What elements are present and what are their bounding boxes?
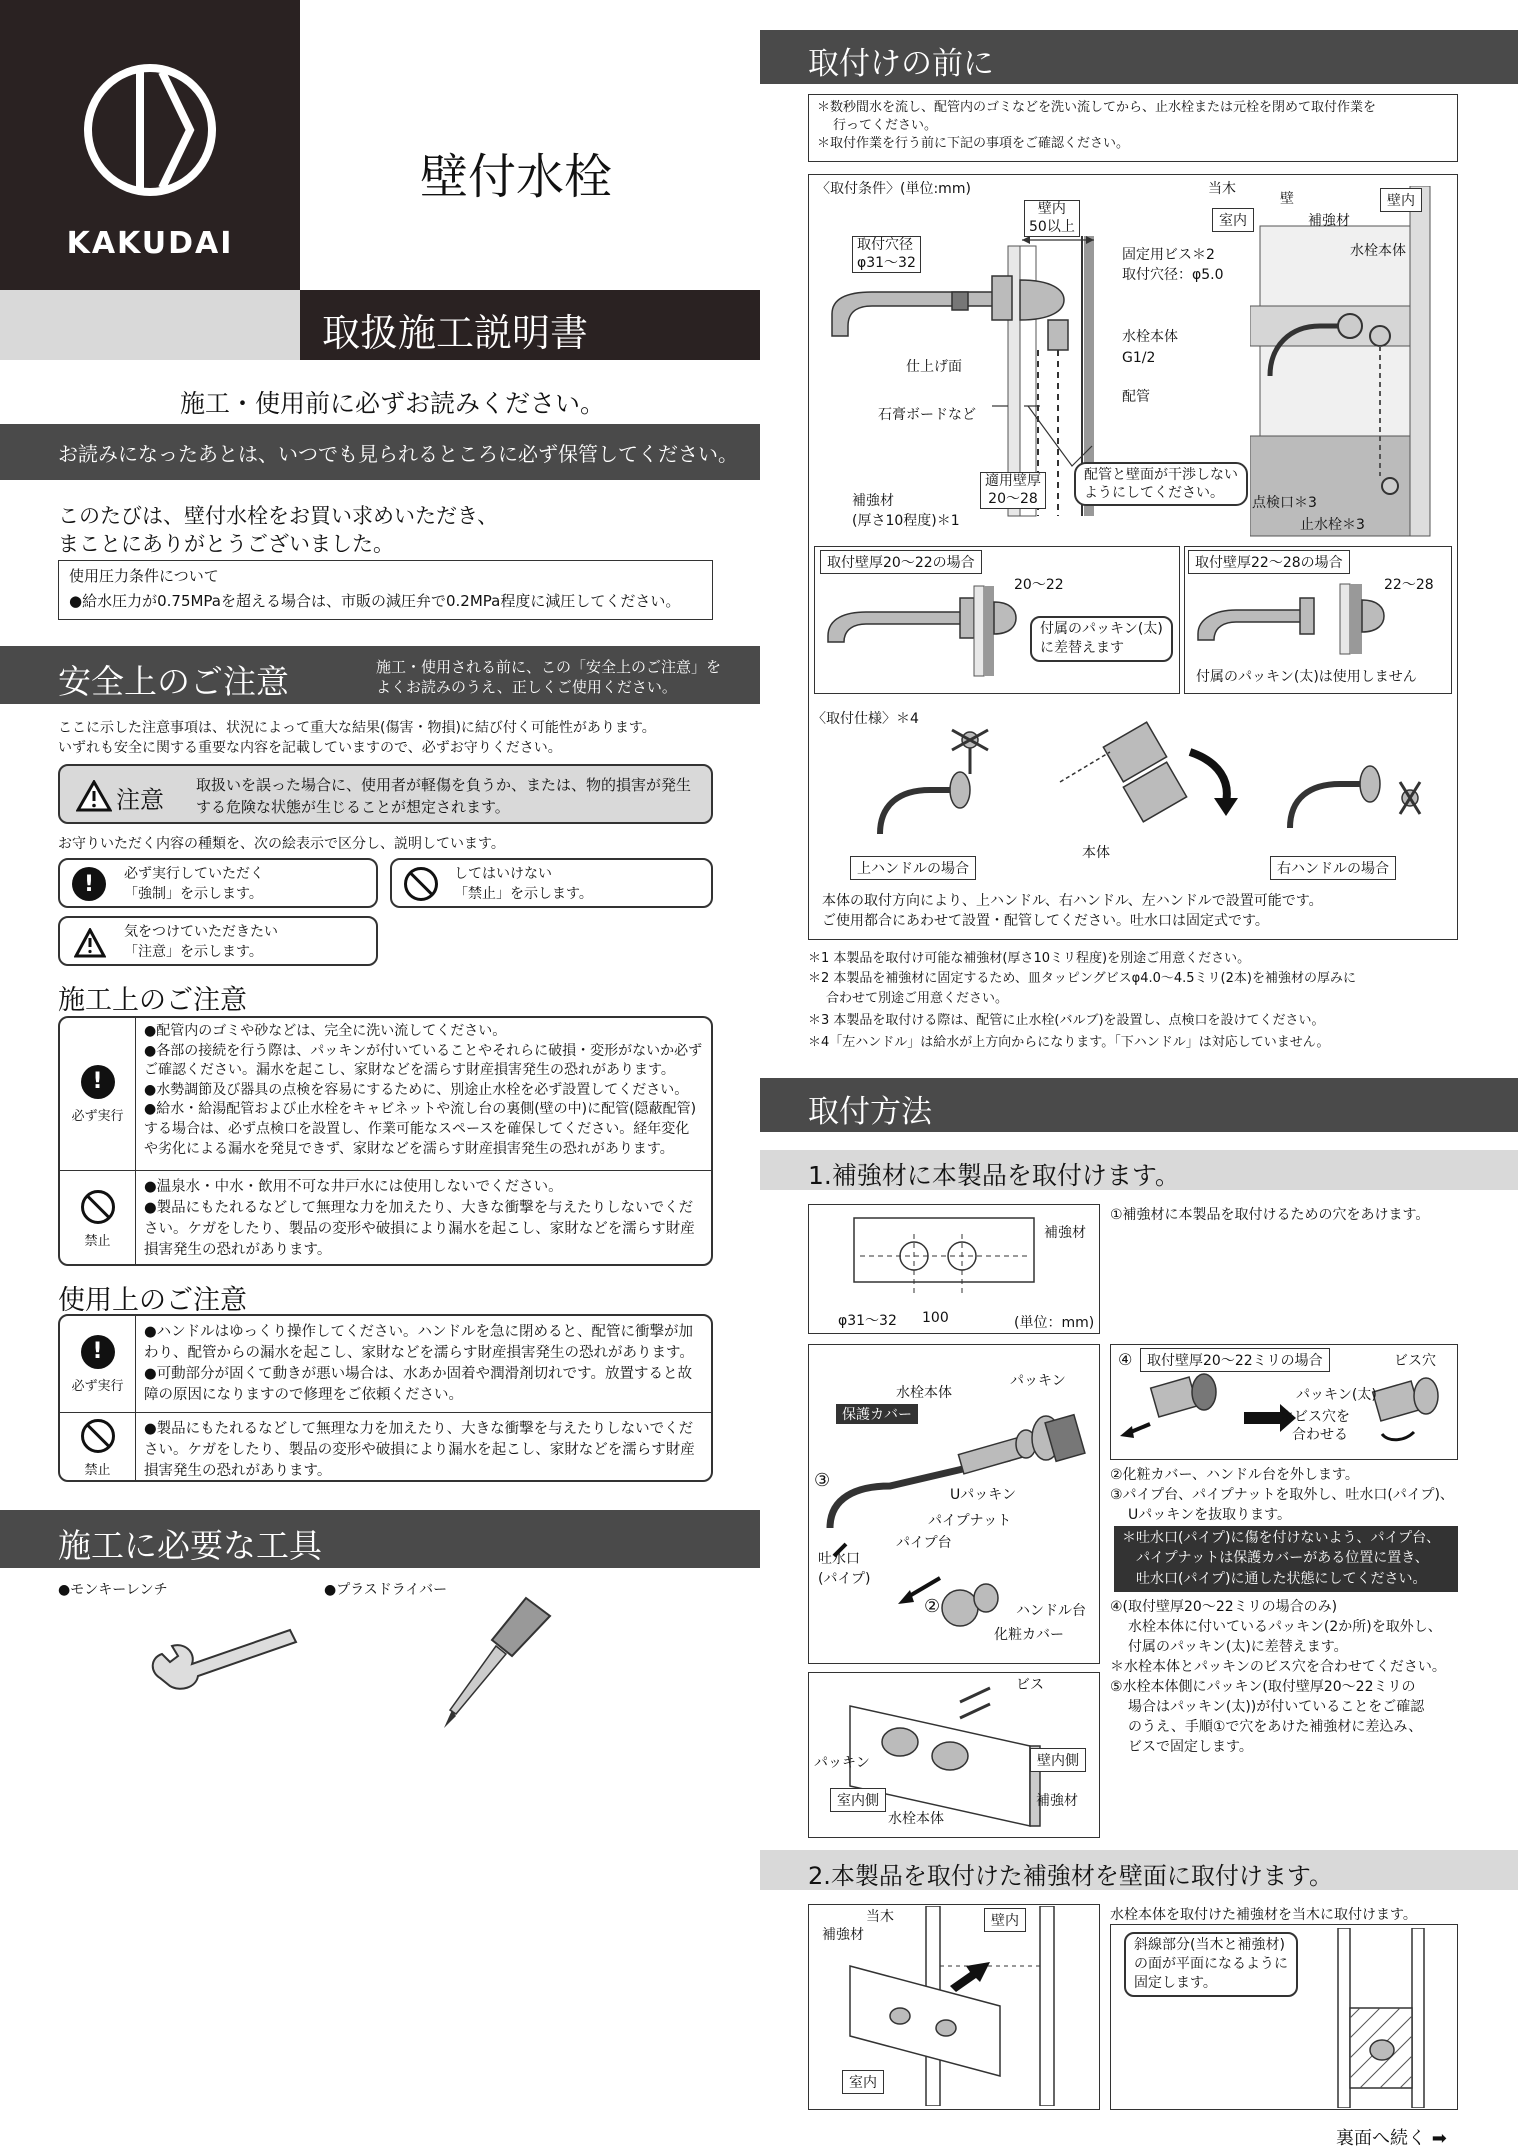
s2-note-3: ③パイプ台、パイプナットを取外し、吐水口(パイプ)、: [1110, 1487, 1454, 1503]
s2-note-4b: 水栓本体に付いているパッキン(2か所)を取外し、: [1128, 1619, 1442, 1635]
list-item: ●給水・給湯配管および止水栓をキャビネットや流し台の裏側(壁の中)に配管(隠蔽配管)する場合は、必ず点検口を設置し、作業可能なスペースを確保してください。経年変化や劣化による漏水を発見できず、家財などを濡らす財産損害発生の恐れがあります。: [144, 1101, 697, 1157]
spec-note-1: 本体の取付方向により、上ハンドル、右ハンドル、左ハンドルで設置可能です。: [822, 893, 1323, 909]
page-title: 壁付水栓: [420, 149, 613, 205]
wall-in-value: 50以上: [1029, 218, 1075, 235]
g12-label: G1/2: [1122, 350, 1156, 366]
keep-notice-text: お読みになったあとは、いつでも見られるところに必ず保管してください。: [58, 442, 738, 466]
list-item: ●温泉水・中水・飲用不可な井戸水には使用しないでください。: [144, 1179, 563, 1195]
spec-note-2: ご使用都合にあわせて設置・配管してください。吐水口は固定式です。: [822, 913, 1269, 929]
shisuisen-label: 止水栓＊3: [1300, 517, 1365, 533]
list-item: ●可動部分が固くて動きが悪い場合は、水あか固着や潤滑剤切れです。放置すると故障の原因になりますので修理をご依頼ください。: [144, 1366, 692, 1404]
s2-box-hole-label: ビス穴: [1394, 1353, 1436, 1369]
must-label: 必ず実行: [71, 1378, 124, 1394]
s2-box-align-1: ＊ビス穴を: [1280, 1409, 1350, 1425]
legend-care-1: 気をつけていただきたい: [124, 924, 278, 940]
body-label: 水栓本体: [1122, 329, 1178, 345]
s2-num3: ③: [814, 1470, 831, 1491]
board-label: 石膏ボードなど: [878, 407, 976, 423]
spec-body-diagram: [1040, 712, 1240, 842]
tool-wrench-label: ●モンキーレンチ: [58, 1582, 168, 1598]
usage-must-text: [136, 1316, 711, 1412]
prohibition-icon: [81, 1419, 115, 1453]
s2-keshou-label: 化粧カバー: [994, 1627, 1064, 1643]
s2-cover-label: 保護カバー: [836, 1404, 918, 1424]
list-item: ●各部の接続を行う際は、パッキンが付いていることやそれらに破損・変形がないか必ずご確認ください。漏水を起こし、家財などを濡らす財産損害発生の恐れがあります。: [144, 1042, 703, 1079]
s2-note-5: ⑤水栓本体側にパッキン(取付壁厚20～22ミリの: [1110, 1679, 1416, 1695]
st2-room-tag: 室内: [842, 2070, 884, 2094]
flush-mount-diagram: [1332, 1928, 1452, 2108]
s3-room-tag: 室内側: [830, 1788, 886, 1812]
tenkenguchi-label: 点検口＊3: [1252, 495, 1317, 511]
st2-ateki-label: 当木: [866, 1909, 894, 1925]
s3-screw-label: ビス: [1016, 1677, 1044, 1693]
st2-box-note: [1124, 1932, 1298, 1997]
before-notes-box: [808, 94, 1458, 162]
thick-box: [980, 472, 1046, 509]
s2-box-title: 取付壁厚20～22ミリの場合: [1140, 1348, 1330, 1372]
safety-title: 安全上のご注意: [58, 662, 289, 701]
footnote-1: ＊1 本製品を取付け可能な補強材(厚さ10ミリ程度)を別途ご用意ください。: [808, 951, 1251, 966]
legend-no: [390, 858, 713, 908]
case1-note: [1030, 616, 1173, 662]
s2-spout-label-1: 吐水口: [818, 1551, 860, 1567]
must-label: 必ず実行: [71, 1108, 124, 1124]
footnote-3: ＊3 本製品を取付ける際は、配管に止水栓(バルブ)を設置し、点検口を設けてください。: [808, 1013, 1325, 1028]
list-item: ●製品にもたれるなどして無理な力を加えたり、大きな衝撃を与えたりしないでください。ケガをしたり、製品の変形や破損により漏水を起こし、家財などを濡らす財産損害発生の恐れがあります。: [144, 1421, 695, 1480]
case2-note: 付属のパッキン(太)は使用しません: [1196, 669, 1417, 685]
s2-upacking-label: Uパッキン: [950, 1487, 1017, 1503]
case1-note-1: 付属のパッキン(太): [1040, 621, 1163, 637]
pressure-text: ●給水圧力が0.75MPaを超える場合は、市販の減圧弁で0.2MPa程度に減圧してください。: [69, 592, 681, 610]
construction-must-row: [60, 1018, 711, 1170]
caution-text-2: する危険な状態が生じることが想定されます。: [196, 798, 510, 816]
spec-top-tag: 上ハンドルの場合: [850, 856, 976, 880]
cond-label: 〈取付条件〉(単位:mm): [816, 181, 971, 197]
st2-wall-tag: 壁内: [984, 1908, 1026, 1932]
s3-packing-label: パッキン: [814, 1755, 870, 1771]
s2-pipedai-label: パイプ台: [896, 1535, 952, 1551]
usage-no-row: [60, 1412, 711, 1482]
reinforce-thickness: (厚さ10程度)＊1: [852, 513, 960, 529]
prohibition-icon: [81, 1190, 115, 1224]
before-band: [760, 30, 1518, 84]
no-cell: [60, 1413, 136, 1482]
hole-label-box: [852, 236, 921, 273]
usage-caution-table: [58, 1314, 713, 1482]
st2-box-1: 斜線部分(当木と補強材): [1134, 1937, 1285, 1953]
spec-top-handle-diagram: [860, 724, 1000, 854]
exclamation-icon: !: [81, 1065, 115, 1099]
legend-care: [58, 916, 378, 966]
manual-title-band: [300, 290, 760, 360]
s2-warn-2: パイプナットは保護カバーがある位置に置き、: [1136, 1550, 1429, 1567]
st2-reinforce-label: 補強材: [822, 1927, 864, 1943]
tools-title: 施工に必要な工具: [58, 1526, 322, 1565]
next-page-label: 裏面へ続く: [1336, 2128, 1426, 2149]
s3-reinforce-label: 補強材: [1036, 1793, 1078, 1809]
exclamation-icon: !: [81, 1335, 115, 1369]
caution-box: [58, 764, 713, 824]
s2-note-2: ②化粧カバー、ハンドル台を外します。: [1110, 1467, 1359, 1483]
hole-label: 取付穴径: [857, 237, 913, 253]
warning-triangle-icon: [74, 928, 106, 958]
s2-warn-3: 吐水口(パイプ)に通した状態にしてください。: [1136, 1570, 1427, 1587]
arrow-right-icon: ➡: [1431, 2128, 1447, 2149]
safety-note-2: よくお読みのうえ、正しくご使用ください。: [376, 678, 677, 696]
caution-label: 注意: [116, 786, 164, 814]
s2-num2: ②: [924, 1596, 941, 1617]
no-label: 禁止: [84, 1463, 111, 1478]
pressure-box: [58, 560, 713, 620]
manual-title: 取扱施工説明書: [322, 311, 589, 355]
construction-must-text: [136, 1018, 711, 1170]
read-before-text: 施工・使用前に必ずお読みください。: [180, 389, 606, 418]
shitsunai-tag: 室内: [1212, 208, 1254, 232]
s2-spout-label-2: (パイプ): [818, 1571, 871, 1587]
s1-pitch-label: 100: [922, 1310, 949, 1326]
exclamation-icon: !: [72, 867, 106, 901]
legend-no-2: 「禁止」を示します。: [454, 886, 593, 902]
step1-title: 1.補強材に本製品を取付けます。: [808, 1161, 1180, 1190]
s2-note-3b: Uパッキンを抜取ります。: [1128, 1507, 1291, 1523]
construction-caution-table: [58, 1016, 713, 1266]
s2-pipenut-label: パイプナット: [928, 1513, 1012, 1529]
step1-band: [760, 1150, 1518, 1190]
ateki-label: 当木: [1208, 181, 1236, 197]
s2-warn-1: ＊吐水口(パイプ)に傷を付けないよう、パイプ台、: [1122, 1530, 1441, 1546]
no-cell: [60, 1171, 136, 1266]
s2-note-5b: 場合はパッキン(太))が付いていることをご確認: [1128, 1699, 1425, 1715]
list-item: ●配管内のゴミや砂などは、完全に洗い流してください。: [144, 1023, 507, 1039]
case2-diagram: [1190, 578, 1410, 658]
s2-note-5d: ビスで固定します。: [1128, 1739, 1253, 1755]
list-item: ●ハンドルはゆっくり操作してください。ハンドルを急に閉めると、配管に衝撃が加わり、配管からの漏水を起こし、家財などを濡らす財産損害発生の恐れがあります。: [144, 1324, 694, 1362]
s1-hole-label: φ31～32: [838, 1313, 897, 1329]
s2-note-4d: ＊水栓本体とパッキンのビス穴を合わせてください。: [1110, 1659, 1446, 1675]
screwdriver-icon: [430, 1590, 560, 1740]
construction-no-text: [136, 1171, 711, 1266]
legend-must: [58, 858, 378, 908]
s2-handledai-label: ハンドル台: [1016, 1603, 1086, 1619]
case1-diagram: [820, 576, 1020, 686]
st2-box-3: 固定します。: [1134, 1974, 1217, 1991]
footnote-2b: 合わせて別途ご用意ください。: [826, 991, 1009, 1006]
construction-caution-title: 施工上のご注意: [58, 985, 247, 1016]
case1-dim: 20～22: [1014, 577, 1064, 593]
legend-no-1: してはいけない: [454, 866, 552, 882]
construction-no-row: [60, 1170, 711, 1266]
spec-body-label: 本体: [1082, 845, 1110, 861]
tool-driver-label: ●プラスドライバー: [324, 1582, 448, 1598]
screw-hole-label: 取付穴径：φ5.0: [1122, 267, 1224, 283]
interfere-note: [1074, 462, 1248, 506]
pipe-label: 配管: [1122, 389, 1150, 405]
keep-notice-band: [0, 424, 760, 480]
screw-label: 固定用ビス＊2: [1122, 247, 1215, 263]
logo-block: [0, 0, 300, 290]
s2-warn-box: [1114, 1526, 1458, 1592]
hole-value: φ31～32: [857, 254, 916, 271]
before-title: 取付けの前に: [808, 46, 994, 82]
pressure-title: 使用圧力条件について: [69, 567, 219, 585]
safety-intro-2: いずれも安全に関する重要な内容を記載していますので、必ずお守りください。: [58, 740, 562, 756]
step2-band: [760, 1850, 1518, 1890]
usage-no-text: [136, 1413, 711, 1482]
legend-intro: お守りいただく内容の種類を、次の絵表示で区分し、説明しています。: [58, 836, 505, 852]
brand-name: KAKUDAI: [66, 226, 234, 261]
thanks-line-2: まことにありがとうございました。: [58, 532, 394, 556]
s2-note-4: ④(取付壁厚20～22ミリの場合のみ): [1110, 1599, 1338, 1615]
s1-reinforce-label: 補強材: [1044, 1225, 1086, 1241]
spec-right-handle-diagram: [1270, 738, 1430, 848]
no-label: 禁止: [84, 1234, 111, 1249]
wall-in-label: 壁内: [1037, 201, 1066, 217]
usage-caution-title: 使用上のご注意: [58, 1285, 247, 1316]
logo-gray-strip: [0, 290, 300, 360]
case2-dim: 22～28: [1384, 577, 1434, 593]
thick-label: 適用壁厚: [985, 473, 1041, 489]
reinforce-label: 補強材: [852, 493, 894, 509]
before-note-1b: 行ってください。: [833, 118, 938, 134]
interfere-note-1: 配管と壁面が干渉しない: [1084, 467, 1238, 483]
footnote-4: ＊4「左ハンドル」は給水が上方向からになります。「下ハンドル」は対応していません。: [808, 1035, 1330, 1050]
tools-band: [0, 1510, 760, 1568]
must-cell: [60, 1018, 136, 1170]
footnote-2: ＊2 本製品を補強材に固定するため、皿タッピングビスφ4.0～4.5ミリ(2本)を補強材の厚みに: [808, 971, 1356, 986]
s2-box-align-2: 合わせる: [1292, 1427, 1348, 1443]
s2-packing-label: パッキン: [1010, 1373, 1066, 1389]
s3-wall-tag: 壁内側: [1030, 1748, 1086, 1772]
safety-note-1: 施工・使用される前に、この「安全上のご注意」を: [376, 658, 722, 676]
safety-band: [0, 646, 760, 704]
reinforce-board-diagram: [850, 1214, 1050, 1294]
before-note-1: ＊数秒間水を流し、配管内のゴミなどを洗い流してから、止水栓または元栓を閉めて取付作業を: [817, 100, 1377, 115]
case2-title: 取付壁厚22～28の場合: [1188, 550, 1350, 574]
s3-body-label: 水栓本体: [888, 1811, 944, 1827]
s1-unit-label: (単位：mm): [1014, 1315, 1095, 1331]
spec-right-tag: 右ハンドルの場合: [1270, 856, 1396, 880]
thanks-line-1: このたびは、壁付水栓をお買い求めいただき、: [58, 504, 499, 528]
spec-label: 〈取付仕様〉＊4: [812, 711, 919, 727]
kabe-label: 壁: [1280, 191, 1294, 207]
thick-value: 20～28: [988, 490, 1038, 507]
s2-body-label: 水栓本体: [896, 1385, 952, 1401]
case1-title: 取付壁厚20～22の場合: [820, 550, 982, 574]
next-page-text: [1336, 2124, 1447, 2150]
method-band: [760, 1078, 1518, 1132]
list-item: ●水勢調節及び器具の点検を容易にするために、別途止水栓を必ず設置してください。: [144, 1081, 689, 1098]
heinai-tag: 壁内: [1380, 188, 1422, 212]
s1-note: ①補強材に本製品を取付けるための穴をあけます。: [1110, 1207, 1430, 1223]
st2-note: 水栓本体を取付けた補強材を当木に取付けます。: [1110, 1907, 1417, 1923]
s2-num4: ④: [1118, 1350, 1133, 1369]
s2-box-packing-label: パッキン(太): [1296, 1387, 1377, 1403]
wrench-icon: [140, 1600, 310, 1700]
must-cell: [60, 1316, 136, 1412]
interfere-note-2: ようにしてください。: [1084, 485, 1224, 502]
legend-must-1: 必ず実行していただく: [124, 866, 264, 882]
before-note-2: ＊取付作業を行う前に下記の事項をご確認ください。: [817, 136, 1130, 152]
wall-in-box: [1024, 200, 1080, 237]
s2-note-5c: のうえ、手順①で穴をあけた補強材に差込み、: [1128, 1719, 1423, 1735]
legend-care-2: 「注意」を示します。: [124, 944, 263, 960]
method-title: 取付方法: [808, 1094, 932, 1130]
case1-note-2: に差替えます: [1040, 639, 1124, 656]
honntai-label: 水栓本体: [1350, 243, 1406, 259]
step2-title: 2.本製品を取付けた補強材を壁面に取付けます。: [808, 1862, 1333, 1890]
kyoozai-label: 補強材: [1308, 213, 1350, 229]
list-item: ●製品にもたれるなどして無理な力を加えたり、大きな衝撃を与えたりしないでください。ケガをしたり、製品の変形や破損により漏水を起こし、家財などを濡らす財産損害発生の恐れがあります。: [144, 1200, 695, 1259]
st2-box-2: の面が平面になるように: [1134, 1955, 1288, 1972]
caution-text-1: 取扱いを誤った場合に、使用者が軽傷を負うか、または、物的損害が発生: [196, 776, 692, 794]
usage-must-row: [60, 1316, 711, 1412]
finish-label: 仕上げ面: [906, 359, 962, 375]
safety-intro-1: ここに示した注意事項は、状況によって重大な結果(傷害・物損)に結び付く可能性があります。: [58, 720, 656, 736]
s2-note-4c: 付属のパッキン(太)に差替えます。: [1128, 1639, 1348, 1655]
prohibition-icon: [404, 867, 438, 901]
warning-triangle-icon: [76, 780, 112, 812]
legend-must-2: 「強制」を示します。: [124, 886, 263, 902]
